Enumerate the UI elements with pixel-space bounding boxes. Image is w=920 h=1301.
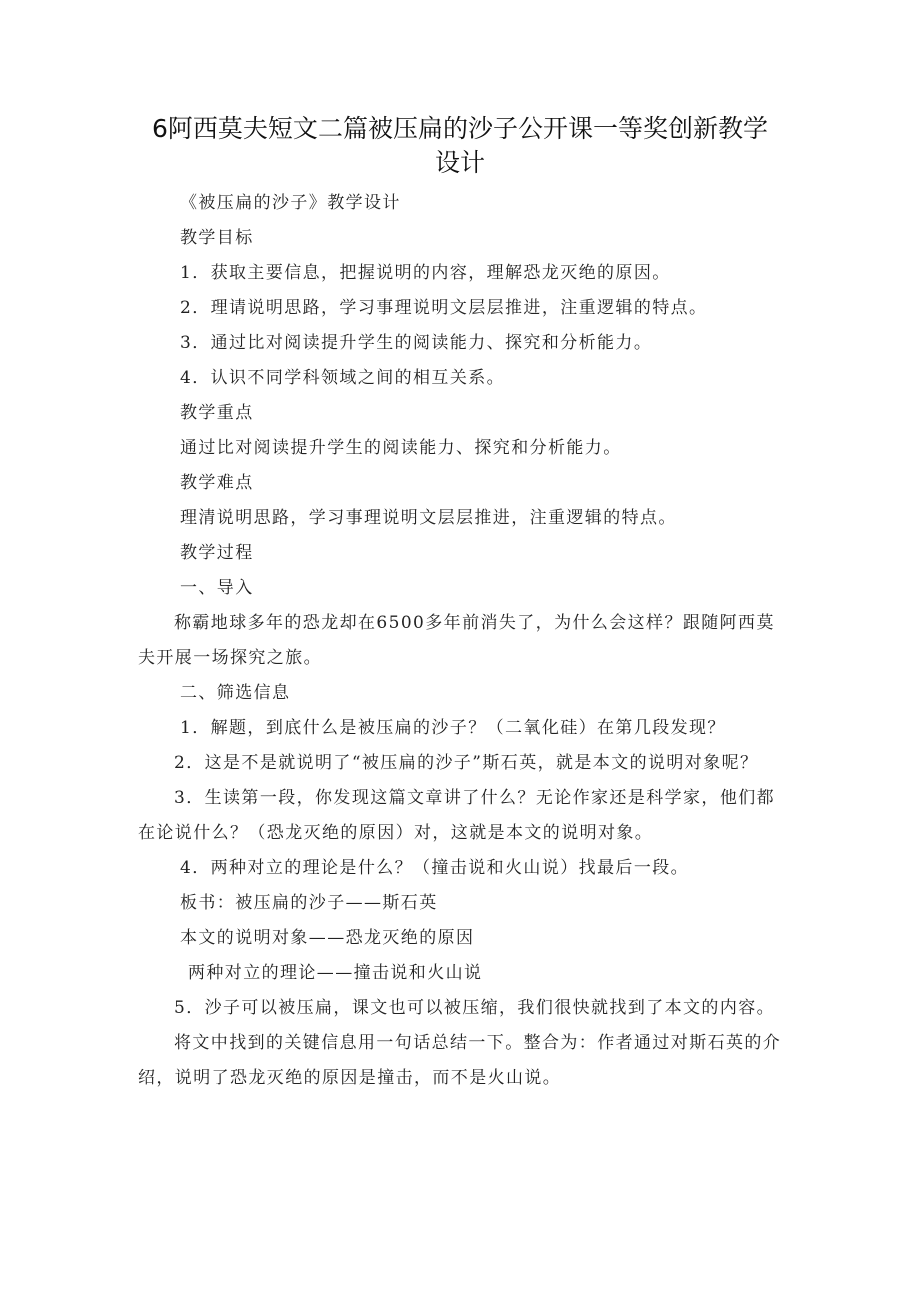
goal-item-4: 4．认识不同学科领域之间的相互关系。: [180, 368, 506, 388]
document-body: [138, 186, 788, 1096]
step-item-2: 2．这是不是就说明了“被压扁的沙子”斯石英，就是本文的说明对象呢？: [174, 753, 759, 773]
heading-process: 教学过程: [180, 543, 254, 563]
step-item-1: 1．解题，到底什么是被压扁的沙子？（二氧化硅）在第几段发现？: [180, 718, 726, 738]
heading-teaching-goals: 教学目标: [180, 228, 254, 248]
paragraph-subtitle: 《被压扁的沙子》教学设计: [180, 193, 401, 213]
step-item-4: 4．两种对立的理论是什么？（撞击说和火山说）找最后一段。: [180, 858, 690, 878]
difficulty-text: 理清说明思路，学习事理说明文层层推进，注重逻辑的特点。: [180, 508, 677, 528]
heading-filter-info: 二、筛选信息: [180, 683, 291, 703]
step-item-5: 5．沙子可以被压扁，课文也可以被压缩，我们很快就找到了本文的内容。: [174, 998, 776, 1018]
summary-paragraph: 将文中找到的关键信息用一句话总结一下。整合为：作者通过对斯石英的介绍，说明了恐龙灭绝的原因是撞击，而不是火山说。: [138, 1033, 782, 1088]
heading-intro: 一、导入: [180, 578, 254, 598]
goal-item-1: 1．获取主要信息，把握说明的内容，理解恐龙灭绝的原因。: [180, 263, 671, 283]
heading-key-points: 教学重点: [180, 403, 254, 423]
document-title: 6阿西莫夫短文二篇被压扁的沙子公开课一等奖创新教学设计: [152, 114, 768, 177]
goal-item-3: 3．通过比对阅读提升学生的阅读能力、探究和分析能力。: [180, 333, 653, 353]
key-point-text: 通过比对阅读提升学生的阅读能力、探究和分析能力。: [180, 438, 622, 458]
board-line-1: 板书：被压扁的沙子——斯石英: [180, 893, 438, 913]
heading-difficulties: 教学难点: [180, 473, 254, 493]
step-item-3: 3．生读第一段，你发现这篇文章讲了什么？无论作家还是科学家，他们都在论说什么？（恐龙灭绝的原因）对，这就是本文的说明对象。: [138, 788, 776, 843]
board-line-2: 本文的说明对象——恐龙灭绝的原因: [180, 928, 475, 948]
intro-paragraph: 称霸地球多年的恐龙却在6500多年前消失了，为什么会这样？跟随阿西莫夫开展一场探究之旅。: [138, 613, 775, 668]
board-line-3: 两种对立的理论——撞击说和火山说: [188, 963, 483, 983]
goal-item-2: 2．理请说明思路，学习事理说明文层层推进，注重逻辑的特点。: [180, 298, 708, 318]
